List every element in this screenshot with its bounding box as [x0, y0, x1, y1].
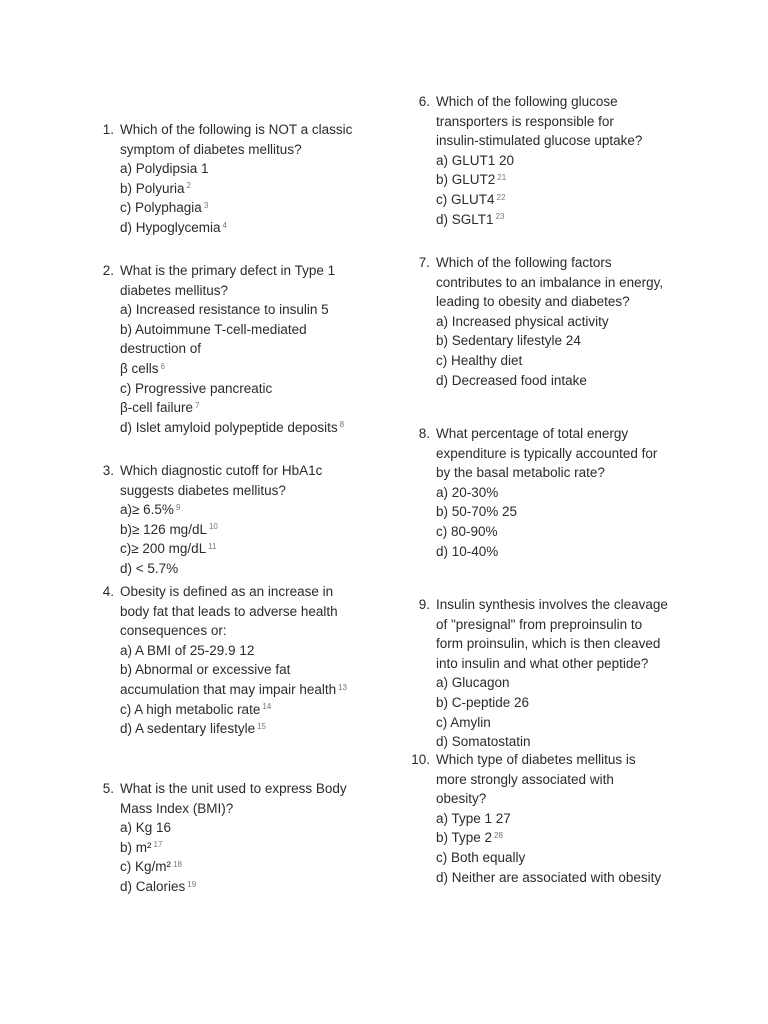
question-text-line	[120, 621, 347, 641]
answer-option	[120, 700, 347, 720]
line-text: d) Decreased food intake	[436, 372, 587, 388]
question-text-line	[436, 770, 661, 790]
footnote-ref: 18	[173, 859, 182, 869]
footnote-ref: 17	[153, 840, 163, 850]
line-text: Obesity is defined as an increase in	[120, 584, 334, 599]
answer-option	[436, 190, 642, 210]
answer-option	[120, 641, 347, 661]
answer-option	[436, 483, 657, 503]
line-text: b) Type 2	[436, 830, 493, 846]
question-text-line	[436, 463, 657, 483]
line-text: a) Kg 16	[120, 820, 172, 836]
footnote-ref: 10	[208, 522, 218, 532]
question-text-line	[120, 140, 352, 160]
line-text: Which diagnostic cutoff for HbA1c	[120, 463, 323, 478]
answer-option	[120, 857, 347, 877]
answer-option	[436, 351, 663, 371]
question-text-line	[120, 398, 344, 418]
question-number: 4.	[102, 584, 114, 599]
footnote-ref: 15	[257, 721, 266, 731]
answer-option	[120, 300, 344, 320]
line-text: d) Islet amyloid polypeptide deposits	[120, 419, 338, 435]
question-number: 6.	[418, 94, 430, 109]
footnote-ref: 7	[195, 400, 200, 410]
line-text: transporters is responsible for	[436, 113, 614, 129]
question-text-line	[436, 253, 663, 273]
line-text: suggests diabetes mellitus?	[120, 482, 286, 498]
answer-option	[120, 838, 347, 858]
footnote-ref: 23	[495, 212, 505, 222]
answer-option	[120, 719, 347, 739]
line-text: c) Kg/m²	[120, 859, 172, 875]
footnote-ref: 19	[187, 879, 197, 889]
answer-option	[436, 828, 661, 848]
footnote-ref: 11	[208, 541, 217, 551]
footnote-ref: 9	[175, 502, 181, 512]
answer-option	[436, 210, 642, 230]
line-text: Which of the following glucose	[436, 94, 618, 109]
line-text: b) GLUT2	[436, 172, 496, 188]
line-text: β cells	[120, 360, 159, 376]
footnote-ref: 22	[496, 192, 506, 202]
line-text: leading to obesity and diabetes?	[436, 294, 630, 310]
footnote-ref: 14	[262, 702, 272, 712]
line-text: a) Increased physical activity	[436, 313, 609, 329]
line-text: b)≥ 126 mg/dL	[120, 521, 207, 537]
footnote-ref: 28	[494, 830, 503, 840]
line-text: d) 10-40%	[436, 543, 499, 559]
footnote-ref: 6	[160, 361, 165, 371]
question-text-line	[120, 359, 344, 379]
question-body	[436, 595, 668, 752]
answer-option	[436, 542, 657, 562]
answer-option	[436, 732, 668, 752]
line-text: by the basal metabolic rate?	[436, 465, 605, 481]
answer-option	[120, 418, 344, 438]
line-text: β-cell failure	[120, 400, 194, 416]
question-number: 2.	[102, 263, 114, 278]
line-text: body fat that leads to adverse health	[120, 603, 338, 619]
line-text: into insulin and what other peptide?	[436, 655, 649, 671]
question-body	[436, 92, 642, 229]
line-text: c) Both equally	[436, 849, 526, 865]
line-text: b) m²	[120, 839, 152, 855]
line-text: b) Autoimmune T-cell-mediated	[120, 321, 307, 337]
line-text: d) Neither are associated with obesity	[436, 869, 662, 885]
line-text: Insulin synthesis involves the cleavage	[436, 597, 668, 612]
question-text-line	[120, 481, 322, 501]
question-text-line	[120, 779, 347, 799]
answer-option	[436, 371, 663, 391]
line-text: a) GLUT1 20	[436, 152, 515, 168]
line-text: a) Type 1 27	[436, 810, 511, 826]
answer-option	[436, 713, 668, 733]
answer-option	[436, 151, 642, 171]
line-text: consequences or:	[120, 623, 227, 639]
answer-option	[436, 868, 661, 888]
line-text: Which of the following factors	[436, 255, 612, 270]
question-text-line	[120, 582, 347, 602]
answer-option	[436, 693, 668, 713]
question-text-line	[436, 273, 663, 293]
question-body	[436, 253, 663, 390]
line-text: d) SGLT1	[436, 211, 494, 227]
question-body	[120, 461, 322, 579]
answer-option	[120, 379, 344, 399]
question-number: 5.	[102, 781, 114, 796]
line-text: b) Abnormal or excessive fat	[120, 662, 291, 678]
question-number: 1.	[102, 122, 114, 137]
question-text-line	[120, 602, 347, 622]
answer-option	[120, 559, 322, 579]
line-text: c) Progressive pancreatic	[120, 380, 273, 396]
footnote-ref: 3	[203, 200, 209, 210]
question-body	[120, 779, 347, 897]
question-text-line	[120, 680, 347, 700]
answer-option	[436, 170, 642, 190]
line-text: a) Increased resistance to insulin 5	[120, 302, 329, 318]
answer-option	[120, 218, 352, 238]
line-text: d) < 5.7%	[120, 560, 179, 576]
answer-option	[120, 818, 347, 838]
line-text: Which type of diabetes mellitus is	[436, 752, 636, 767]
question-number: 10.	[411, 752, 430, 767]
line-text: What percentage of total energy	[436, 426, 629, 441]
line-text: c) Amylin	[436, 714, 491, 730]
line-text: d) A sedentary lifestyle	[120, 721, 256, 737]
line-text: c) Healthy diet	[436, 352, 523, 368]
line-text: more strongly associated with	[436, 771, 614, 787]
question-text-line	[436, 131, 642, 151]
answer-option	[436, 502, 657, 522]
question-text-line	[436, 92, 642, 112]
answer-option	[436, 848, 661, 868]
question-text-line	[436, 112, 642, 132]
line-text: of "presignal" from preproinsulin to	[436, 616, 643, 632]
question-text-line	[120, 339, 344, 359]
question-number: 3.	[102, 463, 114, 478]
line-text: c) GLUT4	[436, 191, 495, 207]
question-text-line	[120, 799, 347, 819]
answer-option	[436, 673, 668, 693]
line-text: accumulation that may impair health	[120, 681, 337, 697]
line-text: b) C-peptide 26	[436, 694, 530, 710]
question-text-line	[436, 292, 663, 312]
line-text: Mass Index (BMI)?	[120, 800, 234, 816]
line-text: d) Hypoglycemia	[120, 219, 221, 235]
answer-option	[120, 520, 322, 540]
line-text: diabetes mellitus?	[120, 282, 229, 298]
answer-option	[436, 522, 657, 542]
question-text-line	[436, 424, 657, 444]
line-text: a) A BMI of 25-29.9 12	[120, 642, 255, 658]
line-text: c)≥ 200 mg/dL	[120, 541, 207, 557]
answer-option	[120, 877, 347, 897]
line-text: What is the primary defect in Type 1	[120, 263, 336, 278]
line-text: expenditure is typically accounted for	[436, 445, 658, 461]
line-text: d) Somatostatin	[436, 734, 531, 750]
line-text: Which of the following is NOT a classic	[120, 122, 353, 137]
question-text-line	[120, 120, 352, 140]
line-text: form proinsulin, which is then cleaved	[436, 636, 661, 652]
question-text-line	[120, 461, 322, 481]
question-text-line	[120, 261, 344, 281]
question-text-line	[120, 281, 344, 301]
question-text-line	[436, 654, 668, 674]
footnote-ref: 2	[186, 181, 191, 191]
question-text-line	[436, 595, 668, 615]
answer-option	[120, 500, 322, 520]
question-text-line	[436, 444, 657, 464]
line-text: a) Polydipsia 1	[120, 161, 209, 177]
line-text: insulin-stimulated glucose uptake?	[436, 133, 643, 149]
line-text: c) Polyphagia	[120, 200, 202, 216]
line-text: b) 50-70% 25	[436, 504, 518, 520]
answer-option	[120, 198, 352, 218]
question-text-line	[436, 615, 668, 635]
question-number: 8.	[418, 426, 430, 441]
answer-option	[436, 312, 663, 332]
line-text: What is the unit used to express Body	[120, 781, 347, 796]
line-text: a) 20-30%	[436, 484, 499, 500]
question-text-line	[436, 789, 661, 809]
line-text: contributes to an imbalance in energy,	[436, 274, 664, 290]
line-text: a) Glucagon	[436, 675, 510, 691]
line-text: symptom of diabetes mellitus?	[120, 141, 302, 157]
answer-option	[120, 159, 352, 179]
footnote-ref: 21	[497, 172, 507, 182]
answer-option	[120, 320, 344, 340]
question-body	[120, 582, 347, 739]
line-text: b) Sedentary lifestyle 24	[436, 333, 581, 349]
line-text: b) Polyuria	[120, 180, 185, 196]
question-body	[436, 424, 657, 561]
footnote-ref: 8	[339, 420, 345, 430]
line-text: a)≥ 6.5%	[120, 502, 174, 518]
answer-option	[120, 539, 322, 559]
footnote-ref: 4	[222, 220, 227, 230]
question-text-line	[436, 634, 668, 654]
question-number: 7.	[418, 255, 430, 270]
line-text: c) A high metabolic rate	[120, 701, 261, 717]
line-text: c) 80-90%	[436, 523, 498, 539]
question-body	[120, 261, 344, 437]
question-text-line	[436, 750, 661, 770]
answer-option	[436, 809, 661, 829]
line-text: obesity?	[436, 791, 487, 807]
answer-option	[120, 179, 352, 199]
question-body	[120, 120, 352, 238]
line-text: destruction of	[120, 341, 202, 357]
line-text: d) Calories	[120, 878, 186, 894]
footnote-ref: 13	[338, 682, 348, 692]
answer-option	[120, 660, 347, 680]
answer-option	[436, 331, 663, 351]
question-body	[436, 750, 661, 887]
question-number: 9.	[418, 597, 430, 612]
